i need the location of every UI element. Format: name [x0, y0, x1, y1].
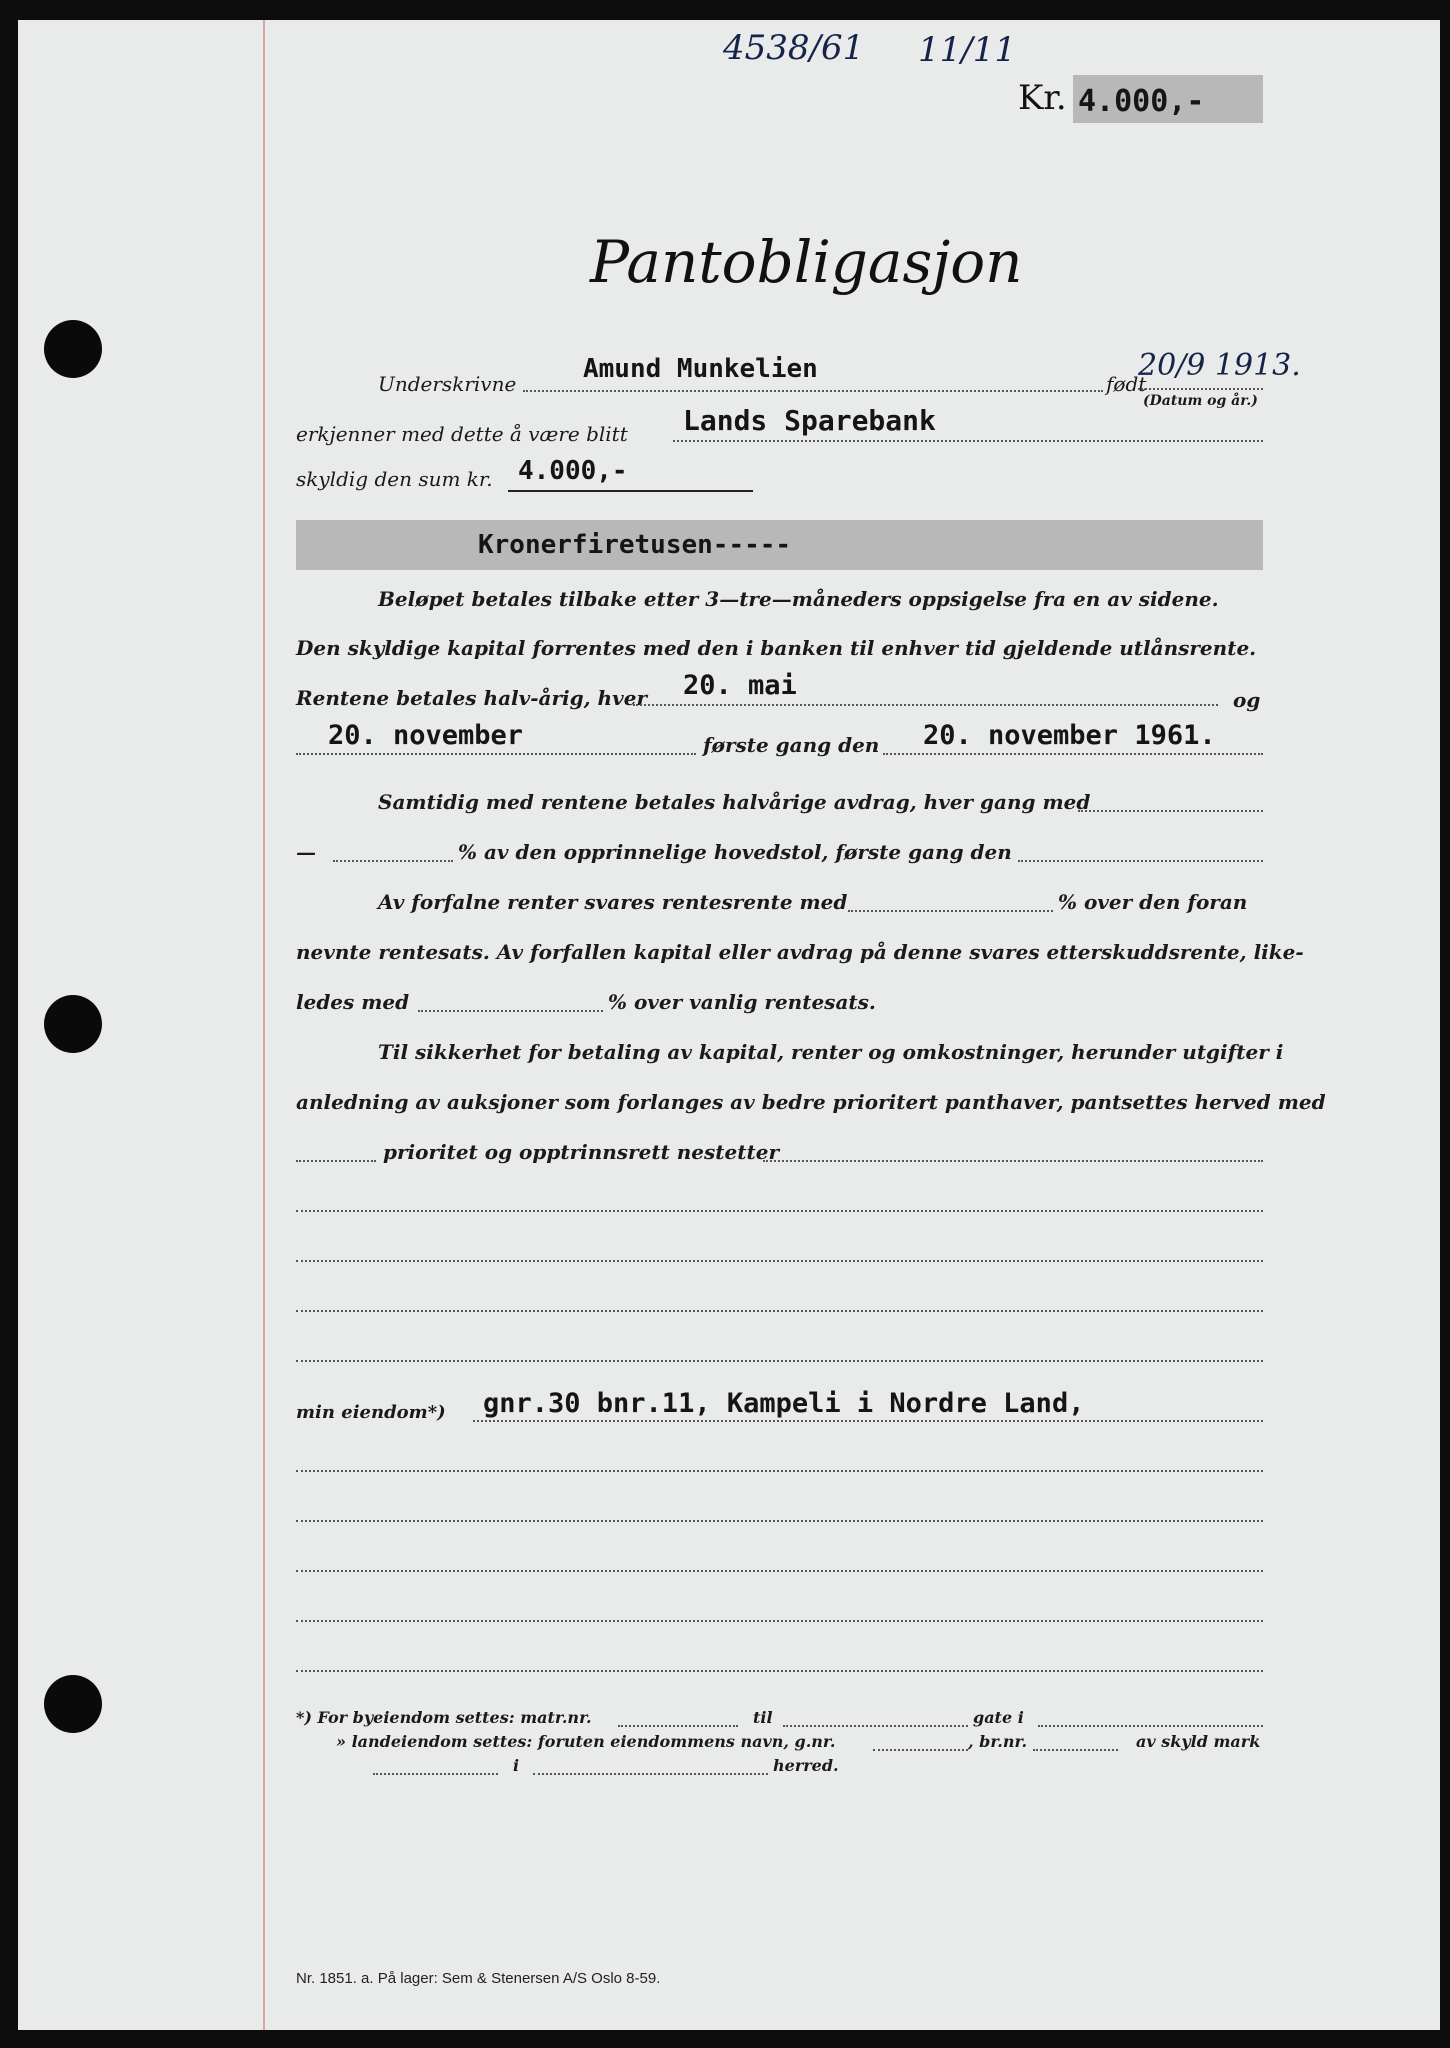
blank-line	[296, 1570, 1263, 1572]
blank-line	[296, 1620, 1263, 1622]
owe-value: 4.000,-	[518, 456, 628, 486]
footnote-name-line	[373, 1773, 498, 1775]
installment-text: Samtidig med rentene betales halvårige avdrag, hver gang med	[378, 790, 1091, 814]
blank-line	[296, 1520, 1263, 1522]
blank-line	[296, 1360, 1263, 1362]
priority-tail-line	[763, 1160, 1263, 1162]
likewise-line	[418, 1010, 603, 1012]
installment-percent-line	[333, 860, 453, 862]
interest-date3-line	[883, 753, 1263, 755]
and-text: og	[1233, 688, 1261, 712]
amount-value: 4.000,-	[1078, 84, 1205, 119]
blank-line	[296, 1210, 1263, 1212]
born-value: 20/9 1913.	[1138, 348, 1301, 383]
creditor-value: Lands Sparebank	[683, 404, 936, 437]
repayment-text: Beløpet betales tilbake etter 3—tre—måneders oppsigelse fra en av sidene.	[378, 587, 1219, 611]
footnote-brnr: , br.nr.	[968, 1732, 1028, 1751]
compound-over-text: % over den foran	[1058, 890, 1248, 914]
footnote-street: gate i	[973, 1708, 1024, 1727]
acknowledge-label: erkjenner med dette å være blitt	[296, 422, 628, 446]
interest-date1: 20. mai	[683, 670, 797, 701]
punch-hole	[44, 320, 102, 378]
interest-text: Den skyldige kapital forrentes med den i banken til enhver tid gjeldende utlånsrente.	[296, 636, 1257, 660]
registration-number: 4538/61	[723, 28, 865, 68]
installment-percent-text: % av den opprinnelige hovedstol, første gang den	[458, 840, 1012, 864]
document-title: Pantobligasjon	[590, 228, 1023, 296]
priority-line	[296, 1160, 376, 1162]
punch-hole	[44, 1675, 102, 1733]
blank-line	[296, 1310, 1263, 1312]
installment-dash: —	[296, 840, 316, 864]
property-value: gnr.30 bnr.11, Kampeli i Nordre Land,	[483, 1388, 1085, 1419]
property-label: min eiendom*)	[296, 1402, 446, 1423]
creditor-line	[673, 440, 1263, 442]
late-interest-text: nevnte rentesats. Av forfallen kapital eller avdrag på denne svares etterskuddsrente, like-	[296, 940, 1304, 964]
owe-line	[508, 490, 753, 492]
interest-date2: 20. november	[328, 720, 524, 751]
amount-prefix: Kr.	[1018, 78, 1067, 118]
undersigned-label: Underskrivne	[378, 372, 517, 396]
footnote-line-1: *) For byeiendom settes: matr.nr.	[296, 1708, 592, 1727]
born-label: født	[1106, 372, 1147, 396]
footnote-herred-line	[533, 1773, 768, 1775]
blank-line	[296, 1260, 1263, 1262]
first-time-text: første gang den	[703, 733, 880, 757]
registration-date: 11/11	[918, 30, 1016, 70]
property-line	[473, 1420, 1263, 1422]
interest-date3: 20. november 1961.	[923, 720, 1216, 751]
security-text-1: Til sikkerhet for betaling av kapital, renter og omkostninger, herunder utgifter i	[378, 1040, 1284, 1064]
punch-hole	[44, 995, 102, 1053]
interest-date2-line	[296, 753, 696, 755]
footnote-street-line	[1038, 1725, 1263, 1727]
undersigned-value: Amund Munkelien	[583, 354, 818, 384]
undersigned-line	[523, 390, 1103, 392]
interest-date1-line	[633, 704, 1218, 706]
born-line	[1138, 388, 1263, 390]
security-text-2: anledning av auksjoner som forlanges av bedre prioritert panthaver, pantsettes herved med	[296, 1090, 1326, 1114]
amount-words: Kronerfiretusen-----	[478, 530, 792, 560]
footnote-gnr-line	[873, 1749, 968, 1751]
owe-label: skyldig den sum kr.	[296, 467, 493, 491]
footnote-to-line	[783, 1725, 968, 1727]
footnote-in: i	[513, 1756, 520, 1775]
compound-interest-line	[848, 910, 1053, 912]
footnote-line-2: » landeiendom settes: foruten eiendommens navn, g.nr.	[336, 1732, 836, 1751]
footnote-brnr-line	[1033, 1749, 1118, 1751]
footnote-matr-line	[618, 1725, 738, 1727]
blank-line	[296, 1670, 1263, 1672]
margin-line	[263, 20, 265, 2030]
printer-imprint: Nr. 1851. a. På lager: Sem & Stenersen A/S Oslo 8-59.	[296, 1970, 661, 1987]
likewise-text: ledes med	[296, 990, 410, 1014]
installment-first-line	[1018, 860, 1263, 862]
footnote-skyld: av skyld mark	[1136, 1732, 1261, 1751]
interest-terms-text: Rentene betales halv-årig, hver	[296, 686, 647, 710]
born-hint: (Datum og år.)	[1143, 393, 1258, 409]
footnote-to: til	[753, 1708, 773, 1727]
footnote-herred: herred.	[773, 1756, 839, 1775]
blank-line	[296, 1470, 1263, 1472]
document-page	[18, 20, 1440, 2030]
likewise-percent-text: % over vanlig rentesats.	[608, 990, 876, 1014]
compound-interest-text: Av forfalne renter svares rentesrente med	[378, 890, 848, 914]
installment-line	[1078, 810, 1263, 812]
priority-text: prioritet og opptrinnsrett nestetter	[383, 1140, 779, 1164]
